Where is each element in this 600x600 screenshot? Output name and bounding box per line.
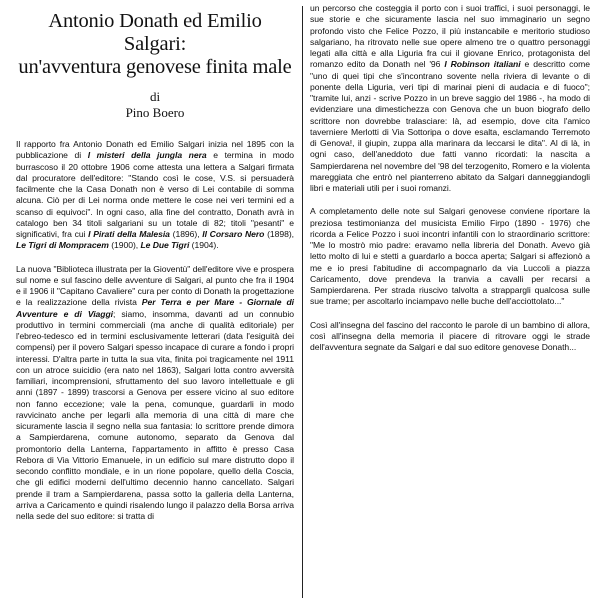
author-name: Pino Boero bbox=[125, 105, 185, 120]
paragraph-1 bbox=[16, 139, 294, 252]
italic-title: Il Corsaro Nero bbox=[202, 229, 265, 239]
paragraph-3 bbox=[310, 3, 590, 194]
right-column bbox=[310, 3, 590, 353]
text-run: A completamento delle note sul Salgari genovese conviene riportare la preziosa testimonianza del musicista Emilio Firpo (1890 - 1976) che ricorda a Felice Pozzo i suoi incontri infantili con lo straordinario scrittore: "Me lo mostrò mio padre: eravamo nella libreria del Donath. Avevo già letto molto di lui e stetti a guardarlo a bocca aperta; Salgari si affezionò a me e io presi l'abitudine di accompagnarlo da via Luccoli a piazza Caricamento, dove prendeva la tranvia a cavalli per recarsi a Sampierdarena. Per strada riuscivo talvolta a strappargli qualcosa sulle sue trame; per ascoltarlo inciampavo nelle buche dell'acciottolato..." bbox=[310, 206, 590, 307]
italic-title: I misteri della jungla nera bbox=[87, 150, 207, 161]
text-run: (1900), bbox=[108, 240, 141, 251]
text-run: un percorso che costeggia il porto con i suoi traffici, i suoi personaggi, le sue storie e che sicuramente lascia nel suo immaginario un segno profondo visto che Felice Pozzo, il più instancabile e meritorio studioso salgariano, ha ritrovato nelle sue opere almeno tre o quattro personaggi legati alla città e alla Liguria fra cui il giovane Enrico, protagonista del romanzo edito da Donath nel '96 bbox=[310, 3, 590, 70]
text-run: (1898), bbox=[264, 229, 294, 239]
text-run: ; siamo, insomma, davanti ad un connubio produttivo in termini commerciali (ma anche di qualità editoriale) per l'ebreo-tedesco ed in termini esclusivamente letterari (data l'esiguità dei compensi) per il povero Salgari spesso incapace di curare a fondo i propri interessi. D'altra parte in tutta la sua vita, finita poi tragicamente nel 1911 con un atroce suicidio (era nato nel 1863), Salgari lotta contro avversità familiari, incomprensioni, sfruttamento del suo lavoro intellettuale e gli anni (1897 - 1899) trascorsi a Genova per essere vicino al suo editore non fanno eccezione; vale la pena, comunque, guardarli in modo ravvicinato anche per legarli alla memoria di una città di mare che sicuramente lascia il segno nella sua fantasia: lo scrittore prende dimora a Sampierdarena, comune autonomo, separato da Genova dal promontorio della Lanterna, l'appartamento in affitto è presso Casa Rebora di Via Vittorio Emanuele, in un edificio sul mare distrutto dopo il secondo conflitto mondiale, e in un rione popolare, quello della Coscia, che gli edifici moderni dell'ultimo decennio hanno cancellato. Salgari prende il tram a Sampierdarena, passa sotto la galleria della Lanterna, arriva a Caricamento e quindi risalendo lungo il palazzo della Borsa arriva nella sede del suo editore: si tratta di bbox=[16, 308, 294, 521]
italic-title: I Robinson italiani bbox=[444, 59, 521, 70]
text-run: (1896), bbox=[169, 229, 203, 239]
article-title-line2: un'avventura genovese finita male bbox=[18, 56, 292, 78]
italic-title: I Pirati della Malesia bbox=[88, 229, 170, 239]
left-column bbox=[16, 10, 294, 522]
paragraph-4 bbox=[310, 206, 590, 307]
text-run: Il rapporto fra Antonio Donath ed Emilio Salgari inizia nel 1895 con la pubblicazione di bbox=[16, 139, 294, 161]
paragraph-2 bbox=[16, 264, 294, 523]
italic-title: Le Due Tigri bbox=[140, 240, 190, 251]
article-title-line1: Antonio Donath ed Emilio Salgari: bbox=[48, 10, 262, 55]
article-title bbox=[16, 10, 294, 79]
text-run: e descritto come "uno di quei tipi che s'incontrano sovente nella riviera di levante o di ponente della Liguria, veri tipi di marinai pieni di audacia e di fuoco"; "tramite lui, anzi - scrive Pozzo in un breve saggio del 1986 -, ha modo di evidenziare una dimestichezza con Genova che un buon biografo dello scrittore non dovrebbe tralasciare: là, ad esempio, dove cita l'amico taverniere Merlotti di Via Sottoripa o dove esalta, esclamando Terremoto di Genova!, il giupin, zuppa alla marinara da leccarsi le dita". Al di là, in ogni caso, dell'aneddoto due fatti vanno ricordati: la nascita a Sampierdarena nel novembre del '98 del terzogenito, Romero e la violenta mareggiata che entrò nel pianterreno abitato da Salgari danneggiandogli libri e materiali utili per i suoi romanzi. bbox=[310, 59, 590, 193]
paragraph-5 bbox=[310, 320, 590, 354]
byline: di bbox=[149, 89, 161, 104]
italic-title: Le Tigri di Mompracem bbox=[16, 240, 109, 251]
text-run: e termina in modo burrascoso il 20 ottobre 1906 come attesta una lettera a Salgari firmata dal procuratore dell'editore: "Stando così le cose, V.S. si persuaderà facilmente che la Casa Donath non è verso di Lei contabile di somma alcuna. Ciò per di Lei norma onde mettere le cose nei veri termini ed a scanso di equivoci". In ogni caso, alla fine del contratto, Donath avrà in catalogo ben 34 titoli salgariani su un totale di 82; titoli "pesanti" e significativi, fra cui bbox=[16, 150, 294, 239]
text-run: (1904). bbox=[189, 240, 219, 251]
text-run: La nuova "Biblioteca illustrata per la Gioventù" dell'editore vive e prospera sul nome e sul fascino delle avventure di Salgari, al punto che fra il 1904 e il 1906 il "Capitano Cavaliere" cura per conto di Donath la progettazione e la realizzazione della rivista bbox=[16, 263, 294, 308]
italic-title: Per Terra e per Mare - Giornale di Avventure e di Viaggi bbox=[16, 297, 295, 319]
text-run: Così all'insegna del fascino del racconto le parole di un bambino di allora, così all'insegna della memoria il piacere di ritrovare oggi le strade dell'avventura segnate da Salgari e dal suo editore genovese Donath... bbox=[310, 319, 590, 352]
column-divider bbox=[302, 6, 303, 598]
